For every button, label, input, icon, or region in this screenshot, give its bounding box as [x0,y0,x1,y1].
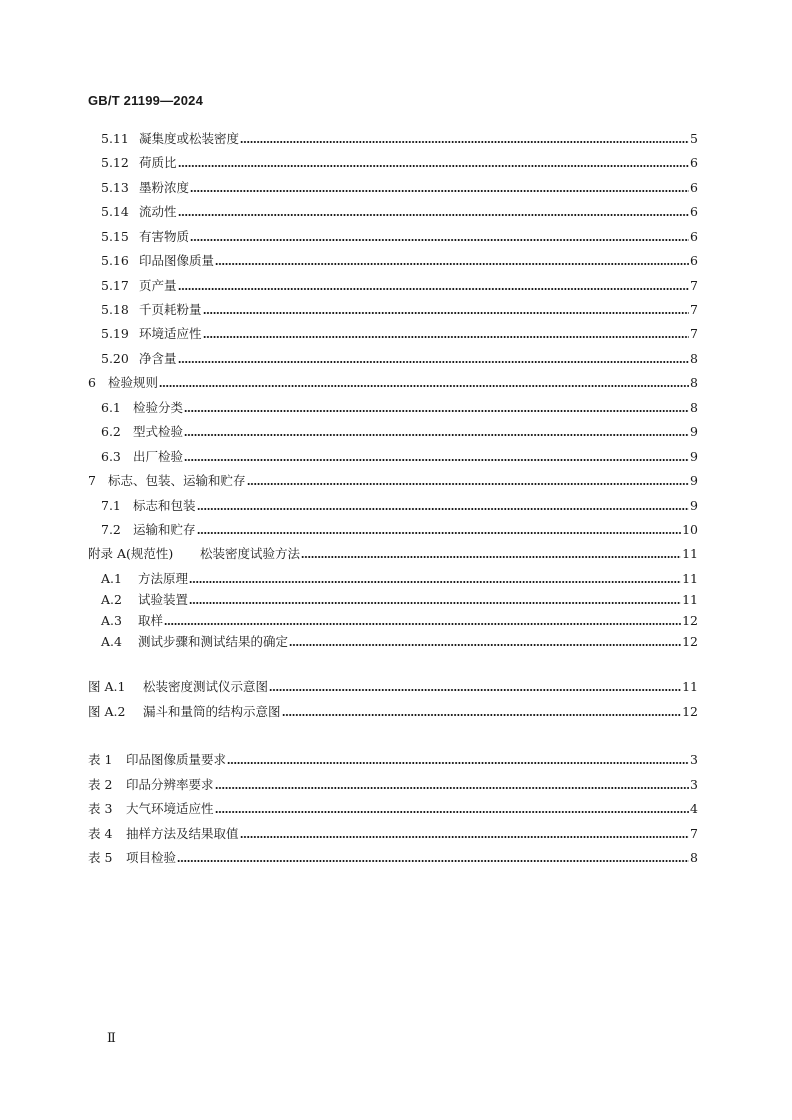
toc-leader-dots [247,473,690,489]
table-entry-title: 印品图像质量要求 [126,752,227,767]
toc-entry-number: A.4 [101,634,122,649]
toc-entry[interactable] [101,522,698,538]
toc-entry-page: 6 [690,204,698,219]
page-number-roman: Ⅱ [107,1031,116,1046]
toc-entry[interactable] [88,546,698,562]
toc-leader-dots [189,571,681,587]
toc-entry-page: 12 [682,613,698,628]
toc-entry[interactable] [101,302,698,318]
toc-entry[interactable] [101,253,698,269]
document-code: GB/T 21199—2024 [88,93,204,108]
toc-entry[interactable] [101,449,698,465]
figure-entry-title: 漏斗和量筒的结构示意图 [143,704,281,719]
toc-leader-dots [178,204,690,220]
toc-entry-number: 7.1 [101,498,121,513]
toc-entry-number: 6.1 [101,400,121,415]
toc-leader-dots [203,326,690,342]
toc-entry-page: 11 [682,546,698,561]
toc-entry-number: 5.12 [101,155,129,170]
table-entry-title: 项目检验 [126,850,177,865]
toc-entry[interactable] [101,400,698,416]
toc-leader-dots [301,546,681,562]
toc-entry-number: 附录 A(规范性) [88,546,174,561]
toc-entry-page: 8 [690,375,698,390]
table-entry-number: 表 2 [88,777,113,792]
toc-leader-dots [178,278,690,294]
toc-entry-title: 取样 [138,613,164,628]
toc-leader-dots [197,522,682,538]
toc-entry-page: 7 [690,326,698,341]
toc-entry-title: 标志和包装 [133,498,196,513]
toc-entry[interactable] [101,613,698,629]
toc-entry-title: 流动性 [139,204,177,219]
toc-entry-title: 测试步骤和测试结果的确定 [138,634,289,649]
toc-entry-title: 墨粉浓度 [139,180,190,195]
toc-entry-title: 有害物质 [139,229,190,244]
toc-leader-dots [289,634,681,650]
table-entry-page: 3 [690,752,698,767]
toc-entry-number: A.2 [101,592,122,607]
toc-entry-number: A.3 [101,613,122,628]
toc-entry[interactable] [101,131,698,147]
toc-leader-dots [282,704,682,720]
figure-entry-page: 11 [682,679,698,694]
toc-entry-title: 荷质比 [139,155,177,170]
toc-entry-number: 5.20 [101,351,129,366]
table-entry-title: 印品分辨率要求 [126,777,214,792]
toc-entry-page: 9 [690,449,698,464]
toc-leader-dots [164,613,681,629]
toc-entry-page: 6 [690,229,698,244]
table-entry-page: 7 [690,826,698,841]
figure-entry-page: 12 [682,704,698,719]
toc-entry-title: 环境适应性 [139,326,202,341]
toc-entry-title: 净含量 [139,351,177,366]
toc-leader-dots [215,801,690,817]
toc-leader-dots [269,679,681,695]
toc-entry[interactable] [101,498,698,514]
toc-entry-page: 7 [690,302,698,317]
toc-entry-number: 5.13 [101,180,129,195]
toc-leader-dots [178,155,690,171]
toc-entry-number: 5.18 [101,302,129,317]
toc-entry-number: 7.2 [101,522,121,537]
toc-leader-dots [197,498,690,514]
toc-entry-page: 7 [690,278,698,293]
table-list-entry[interactable] [88,850,698,866]
toc-leader-dots [159,375,689,391]
toc-entry-page: 6 [690,155,698,170]
toc-leader-dots [177,850,689,866]
toc-entry[interactable] [101,229,698,245]
toc-entry-page: 12 [682,634,698,649]
toc-entry-page: 9 [690,473,698,488]
toc-entry-number: 6.3 [101,449,121,464]
toc-entry[interactable] [101,180,698,196]
toc-entry-title: 检验规则 [108,375,159,390]
toc-entry-title: 出厂检验 [133,449,184,464]
table-entry-number: 表 1 [88,752,113,767]
toc-entry[interactable] [101,204,698,220]
toc-entry-title: 型式检验 [133,424,184,439]
table-list-entry[interactable] [88,801,698,817]
toc-leader-dots [203,302,690,318]
figure-entry-number: 图 A.1 [88,679,126,694]
toc-entry-page: 6 [690,180,698,195]
toc-leader-dots [189,592,681,608]
toc-entry-page: 6 [690,253,698,268]
toc-leader-dots [215,777,690,793]
toc-leader-dots [184,449,689,465]
table-list-entry[interactable] [88,777,698,793]
toc-entry[interactable] [88,375,698,391]
toc-leader-dots [215,253,689,269]
toc-entry-number: 5.14 [101,204,129,219]
figure-list-entry[interactable] [88,704,698,720]
toc-leader-dots [178,351,690,367]
toc-entry-title: 印品图像质量 [139,253,215,268]
toc-entry-title: 千页耗粉量 [139,302,202,317]
table-entry-page: 4 [690,801,698,816]
toc-entry-title: 页产量 [139,278,177,293]
toc-entry-title: 方法原理 [138,571,189,586]
toc-entry-number: 6.2 [101,424,121,439]
table-entry-page: 8 [690,850,698,865]
toc-entry-title: 检验分类 [133,400,184,415]
toc-entry[interactable] [101,571,698,587]
toc-entry-number: 5.11 [101,131,129,146]
toc-leader-dots [184,424,689,440]
table-entry-number: 表 4 [88,826,113,841]
toc-entry-title: 试验装置 [138,592,189,607]
toc-entry-title: 标志、包装、运输和贮存 [108,473,246,488]
toc-entry-title: 凝集度或松装密度 [139,131,240,146]
toc-entry-number: 6 [88,375,96,390]
toc-entry-number: 5.17 [101,278,129,293]
toc-entry[interactable] [101,634,698,650]
table-entry-page: 3 [690,777,698,792]
toc-entry-number: 7 [88,473,96,488]
toc-entry[interactable] [101,326,698,342]
toc-leader-dots [240,131,689,147]
figure-list-entry[interactable] [88,679,698,695]
table-list-entry[interactable] [88,752,698,768]
table-entry-number: 表 5 [88,850,113,865]
table-list-entry[interactable] [88,826,698,842]
toc-entry-number: 5.16 [101,253,129,268]
table-entry-number: 表 3 [88,801,113,816]
toc-entry-page: 5 [690,131,698,146]
toc-entry[interactable] [101,351,698,367]
toc-entry-number: 5.19 [101,326,129,341]
toc-leader-dots [190,180,689,196]
toc-leader-dots [227,752,689,768]
toc-entry-page: 9 [690,498,698,513]
figure-entry-title: 松装密度测试仪示意图 [143,679,269,694]
toc-leader-dots [190,229,689,245]
figure-entry-number: 图 A.2 [88,704,126,719]
toc-entry[interactable] [101,424,698,440]
toc-entry-page: 10 [682,522,698,537]
toc-entry-number: 5.15 [101,229,129,244]
toc-entry-title: 运输和贮存 [133,522,196,537]
toc-entry[interactable] [101,155,698,171]
toc-entry-page: 11 [682,592,698,607]
toc-entry-page: 8 [690,351,698,366]
toc-entry[interactable] [88,473,698,489]
toc-entry-page: 8 [690,400,698,415]
toc-entry[interactable] [101,278,698,294]
toc-entry-page: 9 [690,424,698,439]
toc-entry-number: A.1 [101,571,122,586]
toc-entry-page: 11 [682,571,698,586]
toc-entry-title: 松装密度试验方法 [200,546,301,561]
toc-leader-dots [240,826,690,842]
toc-entry[interactable] [101,592,698,608]
table-entry-title: 大气环境适应性 [126,801,214,816]
table-entry-title: 抽样方法及结果取值 [126,826,239,841]
toc-leader-dots [184,400,689,416]
